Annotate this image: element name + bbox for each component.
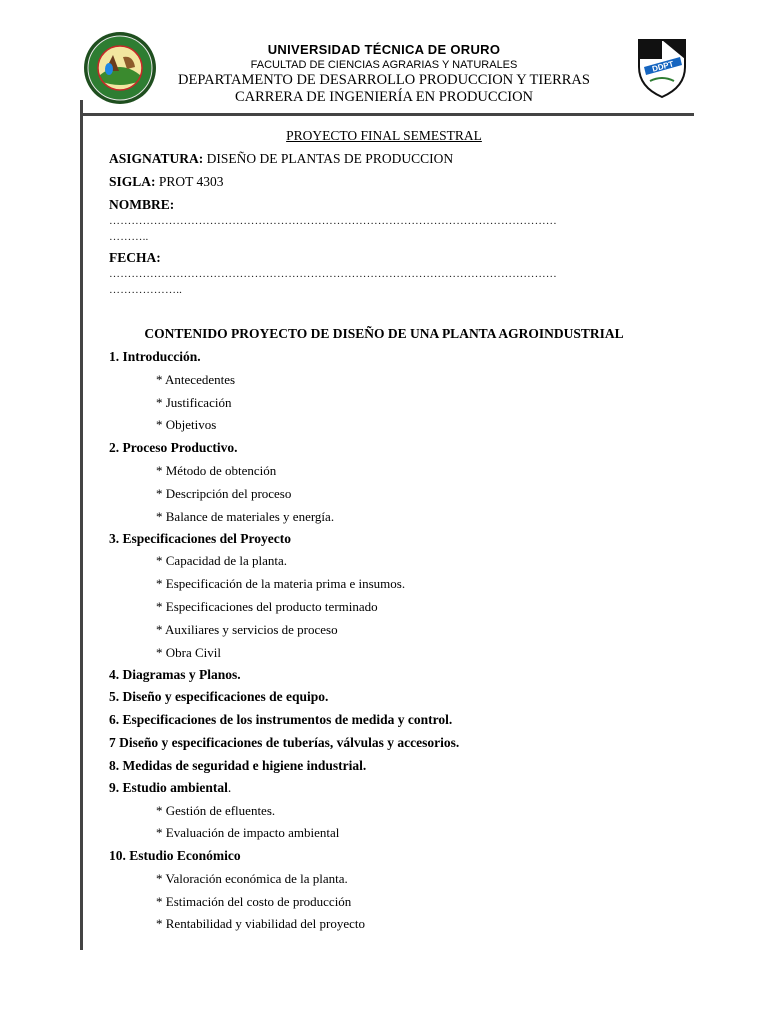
section-10-item: * Rentabilidad y viabilidad del proyecto	[156, 916, 366, 931]
name-label: NOMBRE:	[109, 197, 175, 212]
section-1-item: * Objetivos	[156, 417, 217, 432]
section-2-item: * Descripción del proceso	[156, 486, 292, 501]
date-blank-line: …………………………………………………………………………………………………………	[109, 268, 557, 280]
section-3-item: * Auxiliares y servicios de proceso	[156, 622, 338, 637]
section-3-item: * Especificación de la materia prima e insumos.	[156, 576, 406, 591]
section-3-heading: 3. Especificaciones del Proyecto	[109, 531, 291, 546]
university-name: UNIVERSIDAD TÉCNICA DE ORURO	[267, 42, 501, 57]
section-1-heading: 1. Introducción.	[109, 349, 201, 364]
section-9-item: * Gestión de efluentes.	[156, 803, 276, 818]
content-title: CONTENIDO PROYECTO DE DISEÑO DE UNA PLANTA AGROINDUSTRIAL	[144, 326, 624, 341]
section-1-item: * Antecedentes	[156, 372, 236, 387]
section-9-heading: 9. Estudio ambiental.	[109, 780, 232, 795]
section-3-item: * Capacidad de la planta.	[156, 553, 288, 568]
code-value: PROT 4303	[158, 174, 224, 189]
section-10-item: * Valoración económica de la planta.	[156, 871, 348, 886]
section-2-heading: 2. Proceso Productivo.	[109, 440, 238, 455]
section-6-heading: 6. Especificaciones de los instrumentos de medida y control.	[109, 712, 453, 727]
section-9-item: * Evaluación de impacto ambiental	[156, 825, 340, 840]
section-1-item: * Justificación	[156, 395, 232, 410]
subject-row	[109, 151, 453, 167]
name-blank-line: …………………………………………………………………………………………………………	[109, 215, 557, 227]
faculty-name: FACULTAD DE CIENCIAS AGRARIAS Y NATURALES	[250, 59, 518, 71]
section-10-item: * Estimación del costo de producción	[156, 894, 352, 909]
code-row	[109, 174, 224, 190]
subject-label: ASIGNATURA:	[109, 151, 204, 166]
form-title: PROYECTO FINAL SEMESTRAL	[286, 128, 482, 143]
section-8-heading: 8. Medidas de seguridad e higiene industrial.	[109, 758, 367, 773]
section-2-item: * Método de obtención	[156, 463, 277, 478]
section-9-heading-text: 9. Estudio ambiental	[109, 780, 228, 795]
code-label: SIGLA:	[109, 174, 156, 189]
department-name: DEPARTAMENTO DE DESARROLLO PRODUCCION Y TIERRAS	[178, 72, 590, 88]
section-3-item: * Obra Civil	[156, 645, 221, 660]
section-7-heading: 7 Diseño y especificaciones de tuberías, válvulas y accesorios.	[109, 735, 460, 750]
section-10-heading: 10. Estudio Económico	[109, 848, 241, 863]
section-3-item: * Especificaciones del producto terminado	[156, 599, 378, 614]
date-blank-line-continued: ………………..	[109, 284, 183, 296]
header-divider	[81, 113, 694, 116]
left-margin-rule	[80, 100, 83, 950]
section-4-heading: 4. Diagramas y Planos.	[109, 667, 241, 682]
section-2-item: * Balance de materiales y energía.	[156, 509, 335, 524]
section-5-heading: 5. Diseño y especificaciones de equipo.	[109, 689, 329, 704]
name-blank-line-continued: ………..	[109, 231, 149, 243]
subject-value: DISEÑO DE PLANTAS DE PRODUCCION	[206, 151, 454, 166]
date-label: FECHA:	[109, 250, 161, 265]
career-name: CARRERA DE INGENIERÍA EN PRODUCCION	[234, 89, 534, 105]
svg-text:DDPT: DDPT	[651, 59, 675, 74]
